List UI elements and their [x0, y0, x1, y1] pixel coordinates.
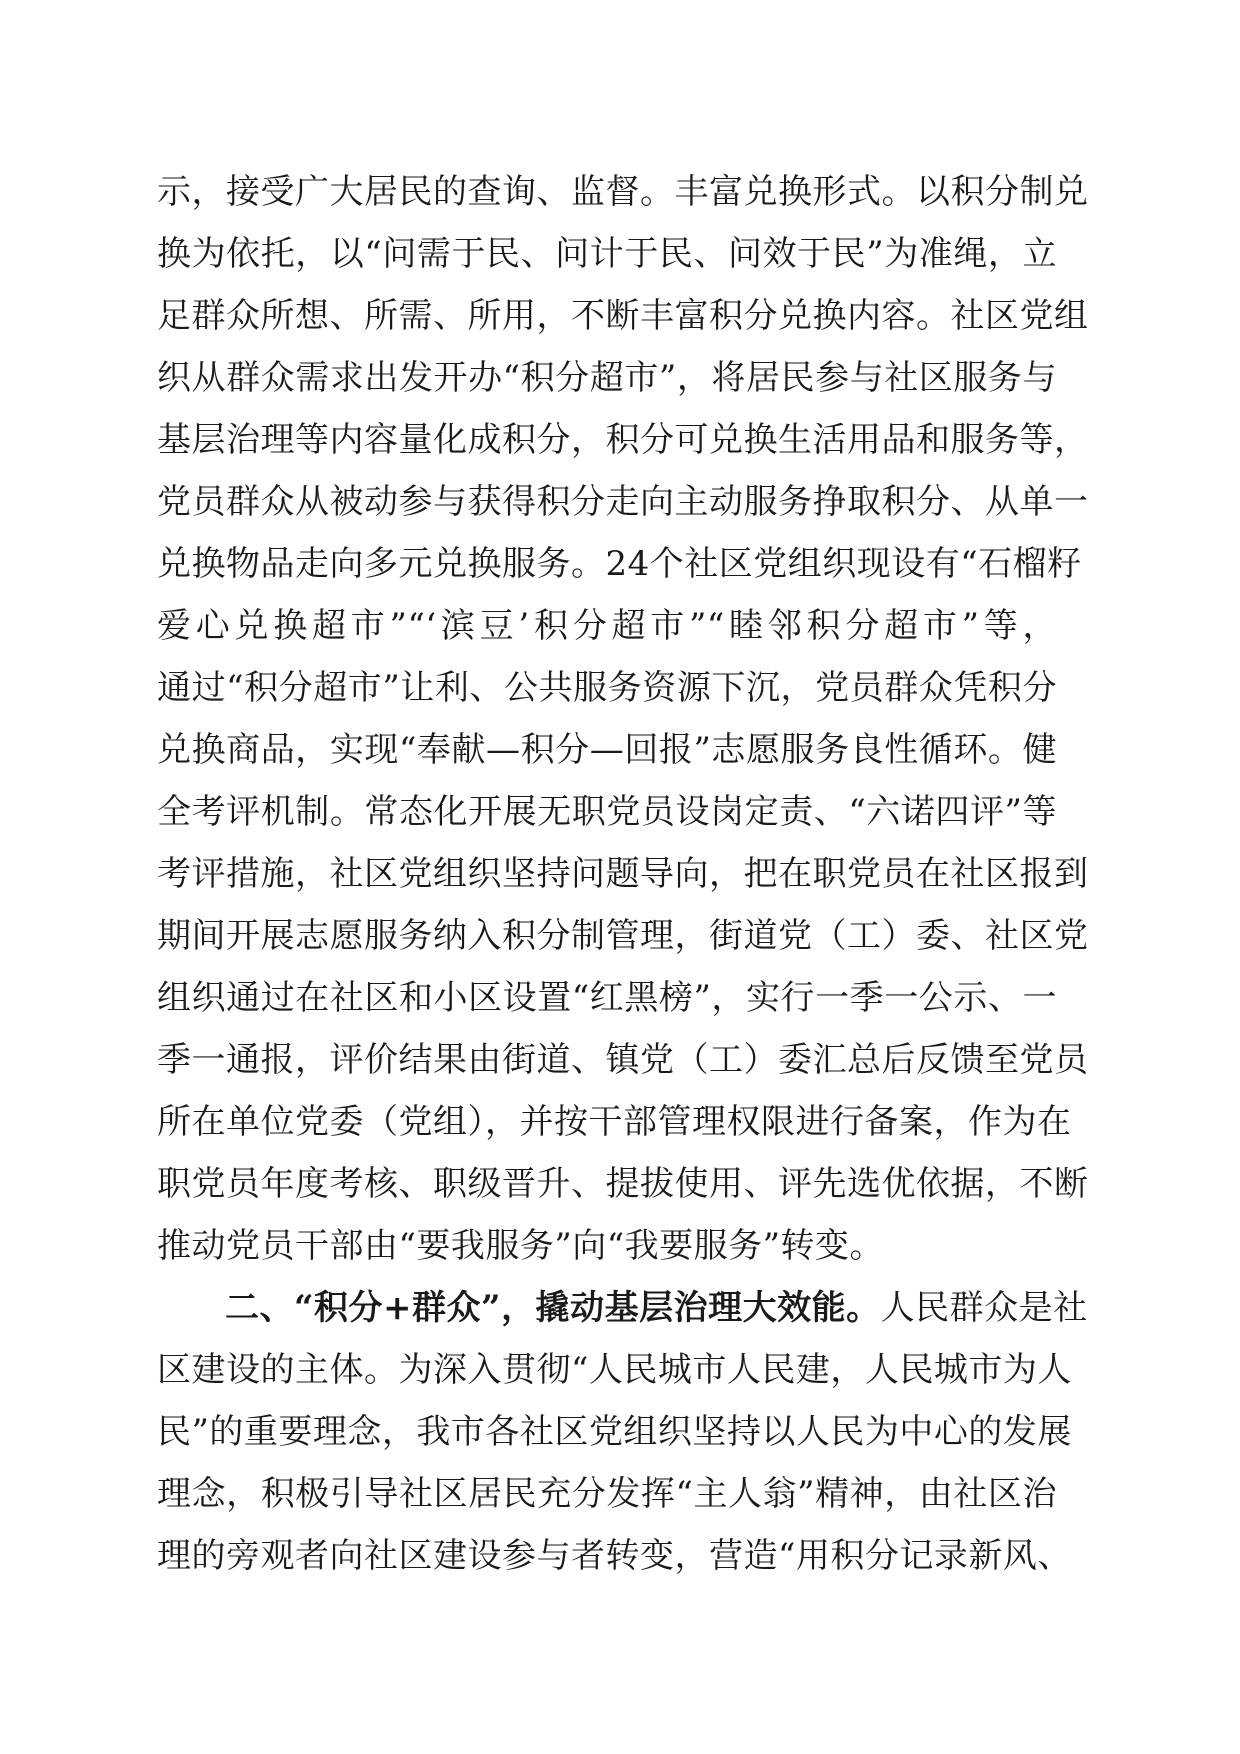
paragraph2-line-5: 理的旁观者向社区建设参与者转变，营造“用积分记录新风、 [157, 1536, 1072, 1576]
paragraph2-line-1-rest: 人民群众是社 [880, 1288, 1088, 1328]
paragraph1-line-3: 足群众所想、所需、所用，不断丰富积分兑换内容。社区党组 [157, 296, 1089, 336]
paragraph2-line-4: 理念，积极引导社区居民充分发挥“主人翁”精神，由社区治 [157, 1474, 1057, 1514]
paragraph1-line-2: 换为依托，以“问需于民、问计于民、问效于民”为准绳，立 [157, 234, 1057, 274]
paragraph1-line-8: 爱心兑换超市”“‘滨豆’积分超市”“睦邻积分超市”等， [157, 606, 1057, 646]
paragraph1-line-13: 期间开展志愿服务纳入积分制管理，街道党（工）委、社区党 [157, 916, 1089, 956]
paragraph1-line-5: 基层治理等内容量化成积分，积分可兑换生活用品和服务等， [157, 420, 1089, 460]
paragraph1-line-17: 职党员年度考核、职级晋升、提拔使用、评先选优依据，不断 [157, 1164, 1089, 1204]
paragraph1-line-4: 织从群众需求出发开办“积分超市”，将居民参与社区服务与 [157, 358, 1057, 398]
paragraph1-line-6: 党员群众从被动参与获得积分走向主动服务挣取积分、从单一 [157, 482, 1089, 522]
paragraph2-line-1 [225, 1278, 1088, 1338]
paragraph1-line-16: 所在单位党委（党组），并按干部管理权限进行备案，作为在 [157, 1102, 1072, 1142]
paragraph1-line-12: 考评措施，社区党组织坚持问题导向，把在职党员在社区报到 [157, 854, 1089, 894]
paragraph1-line-15: 季一通报，评价结果由街道、镇党（工）委汇总后反馈至党员 [157, 1040, 1089, 1080]
paragraph1-line-11: 全考评机制。常态化开展无职党员设岗定责、“六诺四评”等 [157, 792, 1057, 832]
paragraph1-line-18: 推动党员干部由“要我服务”向“我要服务”转变。 [157, 1226, 885, 1266]
paragraph1-line-9: 通过“积分超市”让利、公共服务资源下沉，党员群众凭积分 [157, 668, 1057, 708]
section-heading: 二、“积分+群众”，撬动基层治理大效能。 [225, 1288, 881, 1328]
paragraph2-line-2: 区建设的主体。为深入贯彻“人民城市人民建，人民城市为人 [157, 1350, 1072, 1390]
paragraph1-line-7: 兑换物品走向多元兑换服务。24个社区党组织现设有“石榴籽 [157, 544, 1082, 584]
paragraph2-line-3: 民”的重要理念，我市各社区党组织坚持以人民为中心的发展 [157, 1412, 1072, 1452]
paragraph1-line-10: 兑换商品，实现“奉献—积分—回报”志愿服务良性循环。健 [157, 730, 1057, 770]
paragraph1-line-14: 组织通过在社区和小区设置“红黑榜”，实行一季一公示、一 [157, 978, 1057, 1018]
paragraph1-line-1: 示，接受广大居民的查询、监督。丰富兑换形式。以积分制兑 [157, 172, 1089, 212]
